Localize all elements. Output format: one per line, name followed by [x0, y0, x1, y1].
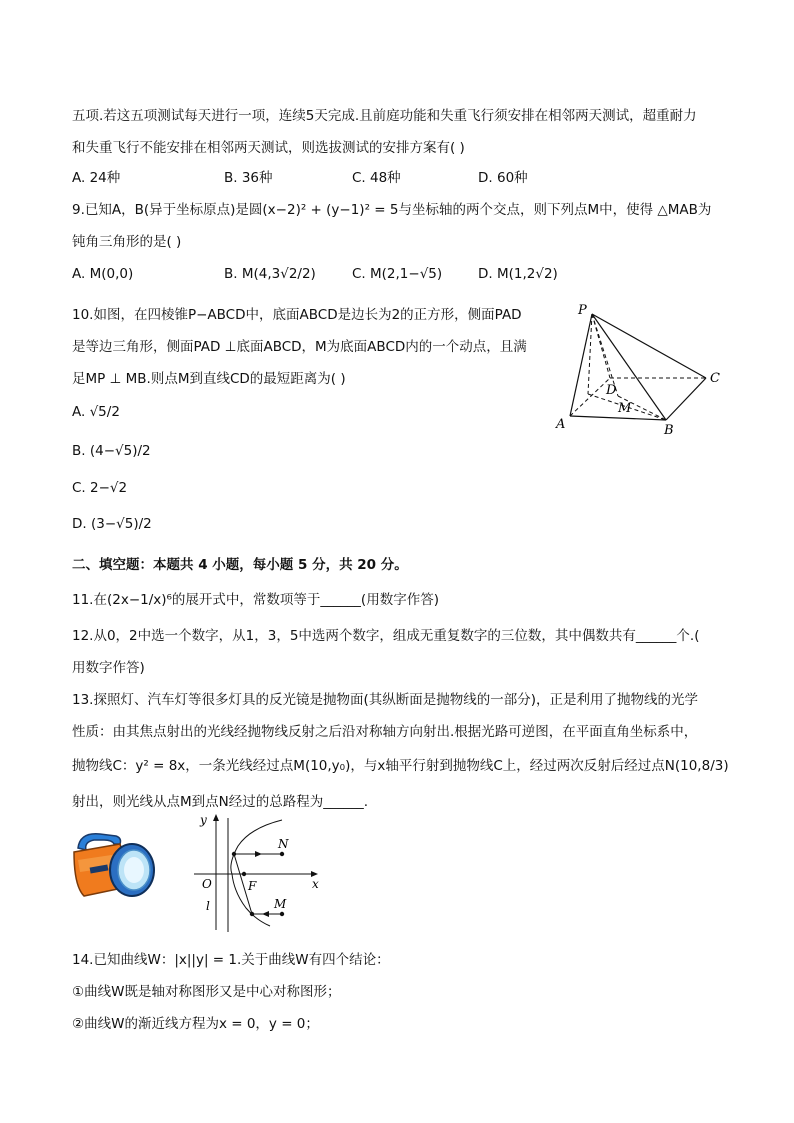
- label-l: l: [206, 899, 210, 913]
- q9-option-c: C. M(2,1−√5): [352, 266, 443, 282]
- label-m: M: [618, 401, 632, 416]
- q10-option-d: D. (3−√5)/2: [72, 516, 152, 532]
- q12-line1: 12.从0，2中选一个数字，从1，3，5中选两个数字，组成无重复数字的三位数，其中偶数共有______个.(: [72, 628, 700, 644]
- q9-option-a: A. M(0,0): [72, 266, 134, 282]
- q13-line2: 性质：由其焦点射出的光线经抛物线反射之后沿对称轴方向射出.根据光路可逆图，在平面直角坐标系中，: [72, 724, 698, 740]
- q10-option-c: C. 2−√2: [72, 480, 128, 496]
- q13-line4: 射出，则光线从点M到点N经过的总路程为______.: [72, 794, 369, 810]
- parabola-figure: [190, 812, 330, 938]
- q9-option-b: B. M(4,3√2/2): [224, 266, 316, 282]
- label-c: C: [710, 371, 720, 386]
- label-f: F: [248, 879, 257, 893]
- label-a: A: [556, 417, 566, 432]
- q8-option-b: B. 36种: [224, 170, 273, 186]
- q8-option-c: C. 48种: [352, 170, 401, 186]
- q8-line2: 和失重飞行不能安排在相邻两天测试，则选拔测试的安排方案有( ): [72, 140, 465, 156]
- q9-line2: 钝角三角形的是( ): [72, 234, 182, 250]
- pyramid-figure: [548, 298, 738, 438]
- q14-line1: 14.已知曲线W：|x||y| = 1.关于曲线W有四个结论：: [72, 952, 390, 968]
- q10-line1: 10.如图，在四棱锥P−ABCD中，底面ABCD是边长为2的正方形，侧面PAD: [72, 307, 522, 323]
- q10-option-a: A. √5/2: [72, 404, 120, 420]
- q8-option-d: D. 60种: [478, 170, 528, 186]
- label-p: P: [578, 303, 587, 318]
- q11-line: 11.在(2x−1/x)⁶的展开式中，常数项等于______(用数字作答): [72, 592, 439, 608]
- label-o: O: [202, 877, 212, 891]
- label-n: N: [278, 837, 289, 851]
- label-m: M: [274, 897, 287, 911]
- section2-heading: 二、填空题：本题共 4 小题，每小题 5 分，共 20 分。: [72, 557, 408, 573]
- q9-option-d: D. M(1,2√2): [478, 266, 558, 282]
- flashlight-image: [70, 826, 162, 906]
- q13-line3: 抛物线C：y² = 8x，一条光线经过点M(10,y₀)，与x轴平行射到抛物线C上，经过两次反射后经过点N(10,8/3): [72, 758, 729, 774]
- q10-line2: 是等边三角形，侧面PAD ⊥底面ABCD，M为底面ABCD内的一个动点，且满: [72, 339, 527, 355]
- q10-option-b: B. (4−√5)/2: [72, 443, 151, 459]
- label-d: D: [606, 383, 617, 398]
- q8-line1: 五项.若这五项测试每天进行一项，连续5天完成.且前庭功能和失重飞行须安排在相邻两天测试，超重耐力: [72, 108, 697, 124]
- q9-line1: 9.已知A，B(异于坐标原点)是圆(x−2)² + (y−1)² = 5与坐标轴的两个交点，则下列点M中，使得 △MAB为: [72, 202, 712, 218]
- label-y: y: [200, 813, 207, 827]
- q12-line2: 用数字作答): [72, 660, 145, 676]
- q10-line3: 足MP ⊥ MB.则点M到直线CD的最短距离为( ): [72, 371, 346, 387]
- q14-conclusion-2: ②曲线W的渐近线方程为x = 0，y = 0；: [72, 1016, 319, 1032]
- q13-line1: 13.探照灯、汽车灯等很多灯具的反光镜是抛物面(其纵断面是抛物线的一部分)，正是利用了抛物线的光学: [72, 692, 699, 708]
- q8-option-a: A. 24种: [72, 170, 121, 186]
- q14-conclusion-1: ①曲线W既是轴对称图形又是中心对称图形；: [72, 984, 341, 1000]
- label-x: x: [312, 877, 319, 891]
- label-b: B: [664, 423, 674, 438]
